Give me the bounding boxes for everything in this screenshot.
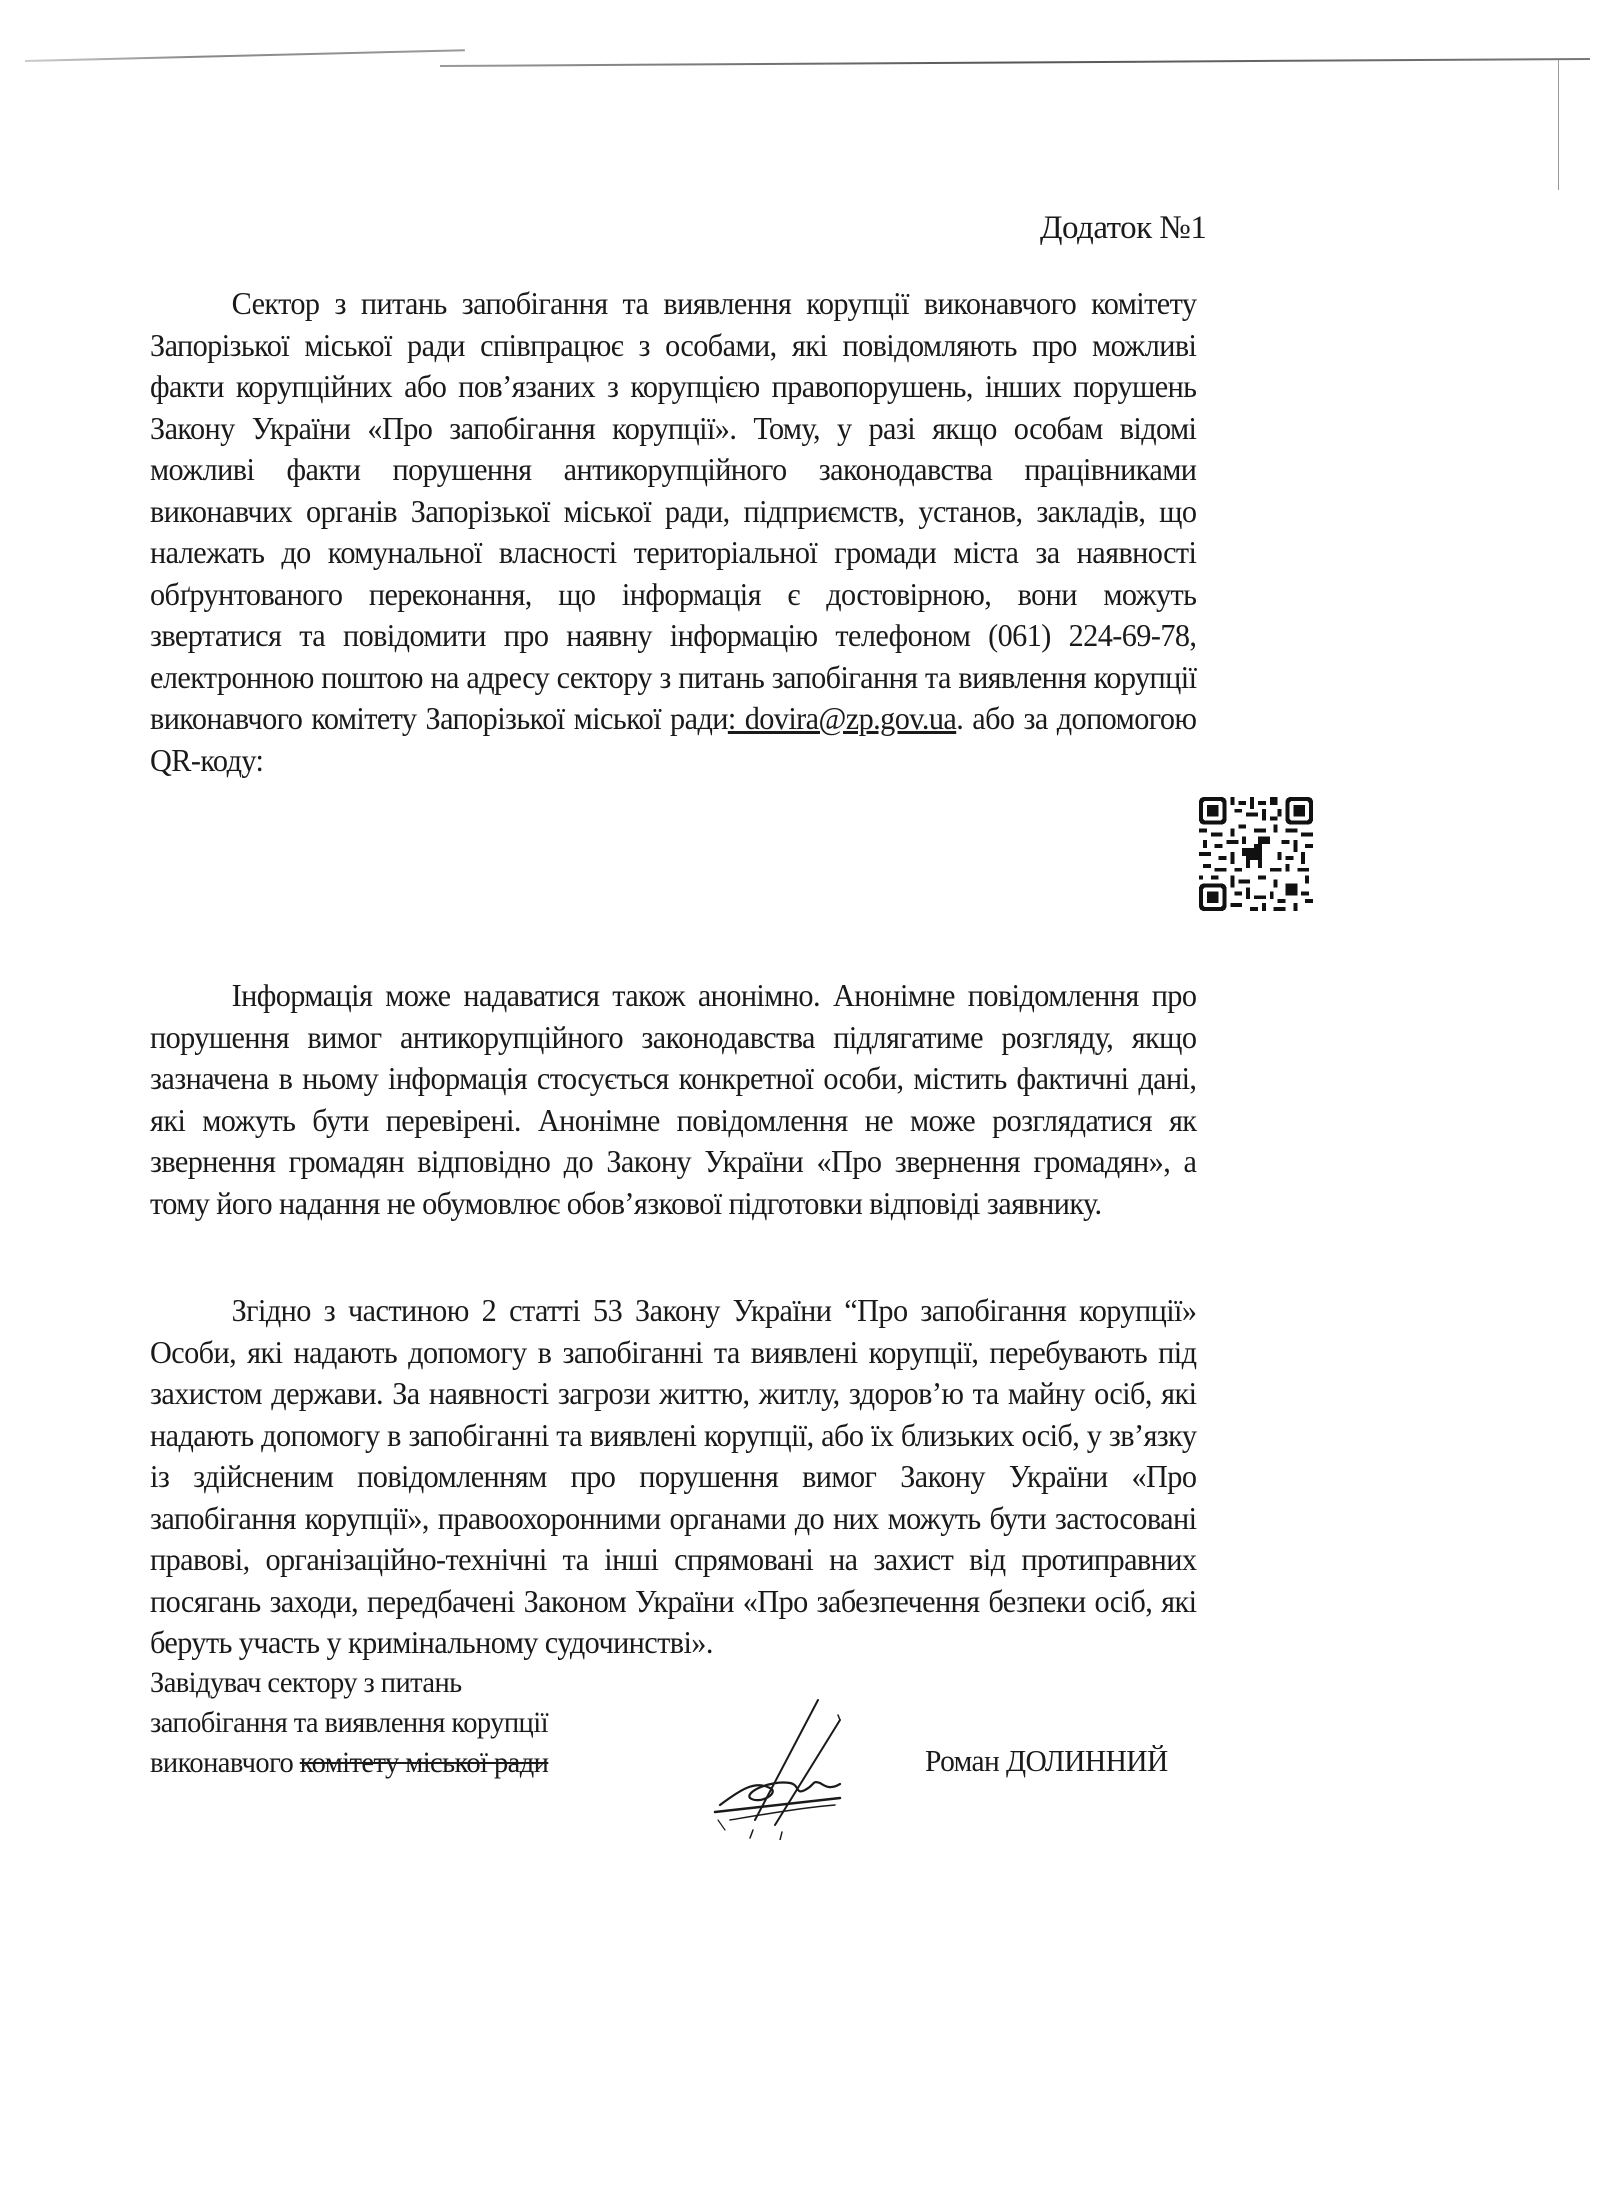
annex-label: Додаток №1 [1040, 210, 1207, 246]
scan-artifact-line [25, 49, 465, 62]
signature-title-block [150, 1663, 548, 1783]
qr-code-icon[interactable] [1199, 797, 1313, 911]
signer-position-line [150, 1743, 548, 1783]
email-link[interactable]: : dovira@zp.gov.ua [727, 701, 957, 736]
signer-position-line: Завідувач сектору з питань [150, 1666, 462, 1699]
signer-name: Роман ДОЛИННИЙ [925, 1743, 1168, 1778]
paragraph-reporting-contacts [150, 283, 1196, 781]
paragraph-text: Сектор з питань запобігання та виявлення корупції виконавчого комітету Запорізької міської ради співпрацює з особами, які повідомляють про можливі факти корупційних або пов’язаних з корупцією правопорушень, інших порушень Закону України «Про запобігання корупції». Тому, у разі якщо особам відомі можливі факти порушення антикорупційного законодавства працівниками виконавчих органів Запорізької міської ради, підприємств, установ, закладів, що належать до комунальної власності територіальної громади міста за наявності обґрунтованого переконання, що інформація є достовірною, вони можуть звертатися та повідомити про наявну інформацію телефоном (061) 224-69-78, електронною поштою на адресу сектору з питань запобігання та виявлення корупції виконавчого комітету Запорізької міської ради [150, 286, 1197, 736]
scan-artifact-line [440, 58, 1590, 67]
qr-code-graphic [1199, 797, 1313, 911]
paragraph-whistleblower-protection: Згідно з частиною 2 статті 53 Закону України “Про запобігання корупції» Особи, які надають допомогу в запобіганні та виявлені корупції, перебувають під захистом держави. За наявності загрози життю, житлу, здоров’ю та майну осіб, які надають допомогу в запобіганні та виявлені корупції, або їх близьких осіб, у зв’язку із здійсненим повідомленням про порушення вимог Закону України «Про запобігання корупції», правоохоронними органами до них можуть бути застосовані правові, організаційно-технічні та інші спрямовані на захист від протиправних посягань заходи, передбачені Законом України «Про забезпечення безпеки осіб, які беруть участь у кримінальному судочинстві». [150, 1293, 1197, 1660]
scan-artifact-edge [1558, 60, 1559, 190]
signer-position-line: запобігання та виявлення корупції [150, 1706, 548, 1739]
paragraph-text-tail: . або за допомогою QR-коду: [150, 701, 1197, 778]
handwritten-signature-icon [700, 1680, 890, 1840]
paragraph-anonymous-reports: Інформація може надаватися також анонімно. Анонімне повідомлення про порушення вимог антикорупційного законодавства підлягатиме розгляду, якщо зазначена в ньому інформація стосується конкретної особи, містить фактичні дані, які можуть бути перевірені. Анонімне повідомлення не може розглядатися як звернення громадян відповідно до Закону України «Про звернення громадян», а тому його надання не обумовлює обов’язкової підготовки відповіді заявнику. [150, 978, 1197, 1221]
signer-position-text: виконавчого [150, 1746, 300, 1779]
signer-position-text-struck: комітету міської ради [299, 1746, 549, 1779]
